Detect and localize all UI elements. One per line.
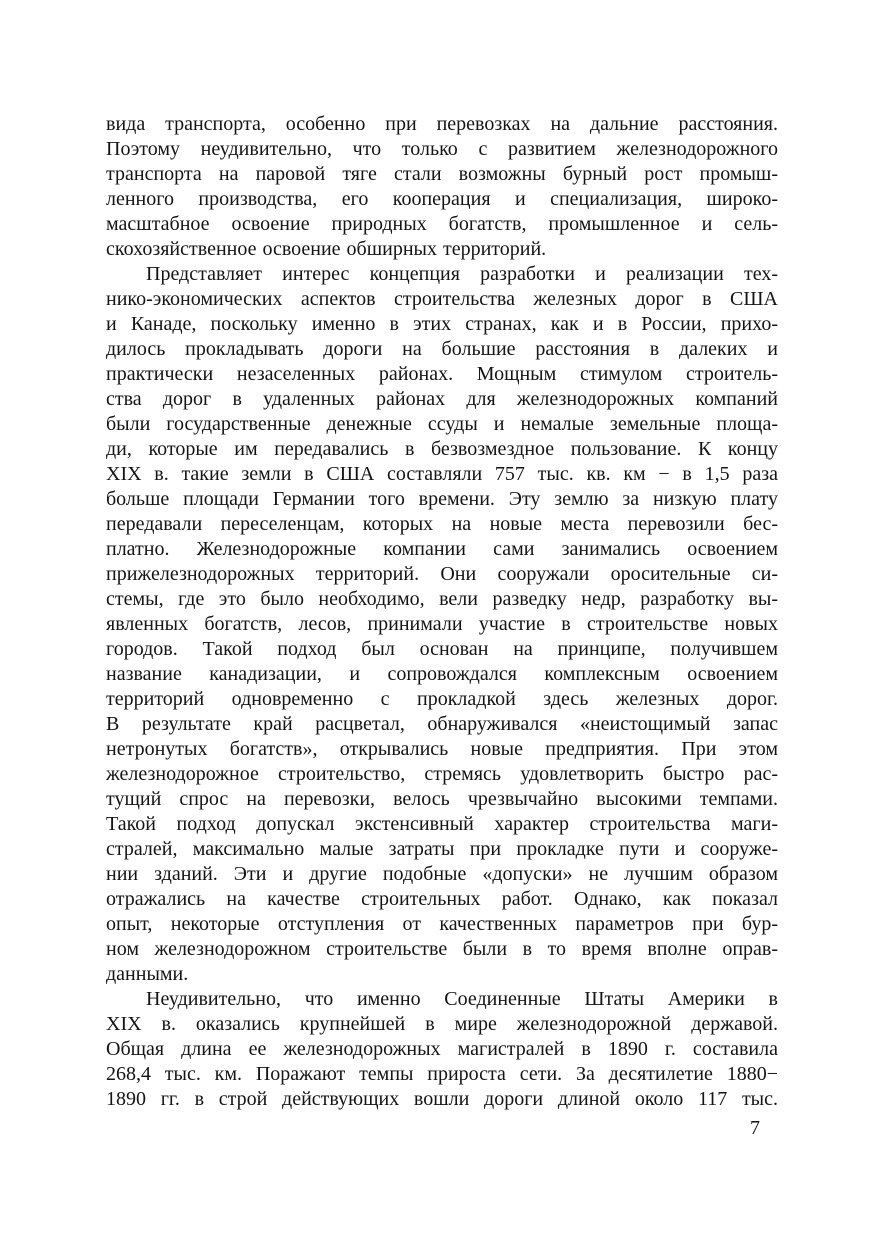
text-line: ленного производства, его кооперация и специализация, широко- bbox=[106, 188, 778, 210]
paragraph bbox=[106, 987, 778, 1112]
text-line: 268,4 тыс. км. Поражают темпы прироста сети. За десятилетие 1880− bbox=[106, 1063, 778, 1085]
text-line: больше площади Германии того времени. Эту землю за низкую плату bbox=[106, 488, 778, 510]
text-line: территорий одновременно с прокладкой здесь железных дорог. bbox=[106, 688, 778, 710]
text-line: железнодорожное строительство, стремясь удовлетворить быстро рас- bbox=[106, 763, 778, 785]
text-line: 1890 гг. в строй действующих вошли дороги длиной около 117 тыс. bbox=[106, 1088, 778, 1110]
text-line: нетронутых богатств», открывались новые предприятия. При этом bbox=[106, 738, 778, 760]
paragraph bbox=[106, 112, 778, 262]
text-line: название канадизации, и сопровождался комплексным освоением bbox=[106, 663, 778, 685]
text-line: Представляет интерес концепция разработки и реализации тех- bbox=[146, 263, 778, 285]
text-line: транспорта на паровой тяге стали возможны бурный рост промыш- bbox=[106, 163, 778, 185]
text-line: ди, которые им передавались в безвозмездное пользование. К концу bbox=[106, 438, 778, 460]
text-line: и Канаде, поскольку именно в этих странах, как и в России, прихо- bbox=[106, 313, 778, 335]
text-line: масштабное освоение природных богатств, промышленное и сель- bbox=[106, 213, 778, 235]
text-line: скохозяйственное освоение обширных территорий. bbox=[106, 238, 547, 260]
text-line: нии зданий. Эти и другие подобные «допуски» не лучшим образом bbox=[106, 863, 778, 885]
text-block bbox=[106, 112, 778, 1112]
text-line: тущий спрос на перевозки, велось чрезвычайно высокими темпами. bbox=[106, 788, 778, 810]
text-line: городов. Такой подход был основан на принципе, получившем bbox=[106, 638, 778, 660]
text-line: стралей, максимально малые затраты при прокладке пути и сооруже- bbox=[106, 838, 778, 860]
text-line: В результате край расцветал, обнаруживался «неистощимый запас bbox=[106, 713, 778, 735]
text-line: нико-экономических аспектов строительства железных дорог в США bbox=[106, 288, 778, 310]
text-line: практически незаселенных районах. Мощным стимулом строитель- bbox=[106, 363, 778, 385]
text-line: Поэтому неудивительно, что только с развитием железнодорожного bbox=[106, 138, 778, 160]
text-line: XIX в. оказались крупнейшей в мире железнодорожной державой. bbox=[106, 1013, 778, 1035]
text-line: XIX в. такие земли в США составляли 757 тыс. кв. км − в 1,5 раза bbox=[106, 463, 778, 485]
text-line: Такой подход допускал экстенсивный характер строительства маги- bbox=[106, 813, 778, 835]
text-line: прижелезнодорожных территорий. Они сооружали оросительные си- bbox=[106, 563, 778, 585]
text-line: ном железнодорожном строительстве были в то время вполне оправ- bbox=[106, 938, 778, 960]
text-line: дилось прокладывать дороги на большие расстояния в далеких и bbox=[106, 338, 778, 360]
text-line: ства дорог в удаленных районах для железнодорожных компаний bbox=[106, 388, 778, 410]
text-line: были государственные денежные ссуды и немалые земельные площа- bbox=[106, 413, 778, 435]
text-line: стемы, где это было необходимо, вели разведку недр, разработку вы- bbox=[106, 588, 778, 610]
text-line: данными. bbox=[106, 963, 189, 985]
text-line: вида транспорта, особенно при перевозках на дальние расстояния. bbox=[106, 113, 778, 135]
text-line: Неудивительно, что именно Соединенные Штаты Америки в bbox=[146, 988, 778, 1010]
text-line: передавали переселенцам, которых на новые места перевозили бес- bbox=[106, 513, 778, 535]
paragraph bbox=[106, 262, 778, 987]
text-line: отражались на качестве строительных работ. Однако, как показал bbox=[106, 888, 778, 910]
text-line: опыт, некоторые отступления от качественных параметров при бур- bbox=[106, 913, 778, 935]
text-line: Общая длина ее железнодорожных магистралей в 1890 г. составила bbox=[106, 1038, 778, 1060]
text-line: явленных богатств, лесов, принимали участие в строительстве новых bbox=[106, 613, 778, 635]
text-line: платно. Железнодорожные компании сами занимались освоением bbox=[106, 538, 778, 560]
page-number: 7 bbox=[750, 1117, 760, 1139]
